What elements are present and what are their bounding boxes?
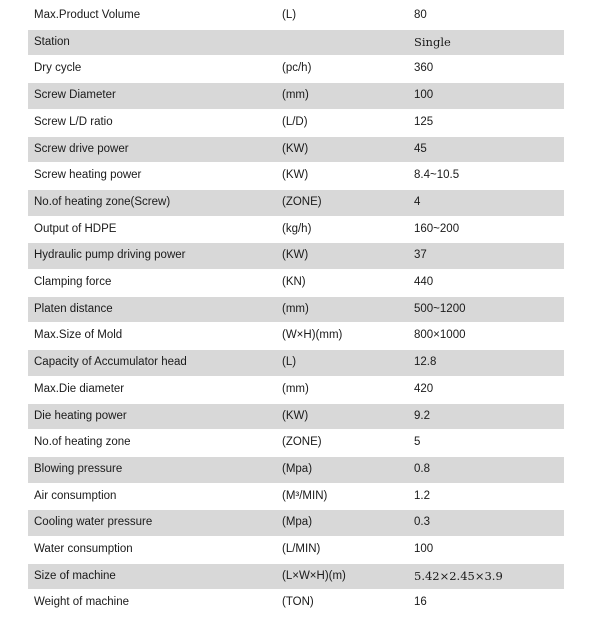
spec-value-cell: 45 <box>408 136 564 163</box>
spec-name-cell: Weight of machine <box>28 590 276 617</box>
spec-unit-cell: (L/D) <box>276 109 408 136</box>
spec-value-cell: 100 <box>408 83 564 110</box>
spec-unit-cell: (mm) <box>276 296 408 323</box>
spec-unit-cell: (mm) <box>276 376 408 403</box>
spec-unit-cell: (ZONE) <box>276 430 408 457</box>
table-row <box>28 83 564 110</box>
spec-name-cell: Output of HDPE <box>28 216 276 243</box>
spec-name-cell: Max.Die diameter <box>28 376 276 403</box>
spec-value-cell: Single <box>408 29 564 56</box>
spec-value-cell: 1.2 <box>408 483 564 510</box>
table-row <box>28 29 564 56</box>
spec-value-cell: 125 <box>408 109 564 136</box>
spec-name-cell: Water consumption <box>28 537 276 564</box>
spec-unit-cell: (L) <box>276 350 408 377</box>
spec-value-cell: 800×1000 <box>408 323 564 350</box>
table-row <box>28 56 564 83</box>
spec-value-cell: 360 <box>408 56 564 83</box>
table-row <box>28 376 564 403</box>
spec-name-cell: Station <box>28 29 276 56</box>
spec-unit-cell: (L) <box>276 3 408 29</box>
spec-unit-cell: (TON) <box>276 590 408 617</box>
spec-table <box>28 3 564 617</box>
table-row <box>28 510 564 537</box>
spec-value-cell: 420 <box>408 376 564 403</box>
spec-name-cell: Size of machine <box>28 563 276 590</box>
spec-unit-cell: (M³/MIN) <box>276 483 408 510</box>
spec-value-cell: 5 <box>408 430 564 457</box>
table-row <box>28 243 564 270</box>
spec-value-cell: 440 <box>408 270 564 297</box>
spec-value-cell: 80 <box>408 3 564 29</box>
spec-unit-cell: (KW) <box>276 163 408 190</box>
spec-name-cell: Clamping force <box>28 270 276 297</box>
spec-unit-cell: (W×H)(mm) <box>276 323 408 350</box>
spec-value-cell: 160~200 <box>408 216 564 243</box>
spec-name-cell: Screw Diameter <box>28 83 276 110</box>
spec-value-cell: 5.42×2.45×3.9 <box>408 563 564 590</box>
spec-value-cell: 100 <box>408 537 564 564</box>
spec-table-body <box>28 3 564 617</box>
spec-name-cell: Platen distance <box>28 296 276 323</box>
table-row <box>28 163 564 190</box>
spec-unit-cell: (KW) <box>276 243 408 270</box>
spec-name-cell: Capacity of Accumulator head <box>28 350 276 377</box>
spec-value-cell: 0.3 <box>408 510 564 537</box>
spec-name-cell: Cooling water pressure <box>28 510 276 537</box>
spec-unit-cell: (L×W×H)(m) <box>276 563 408 590</box>
spec-value-cell: 500~1200 <box>408 296 564 323</box>
table-row <box>28 590 564 617</box>
spec-value-cell: 37 <box>408 243 564 270</box>
spec-value-cell: 16 <box>408 590 564 617</box>
table-row <box>28 403 564 430</box>
table-row <box>28 270 564 297</box>
spec-name-cell: Screw heating power <box>28 163 276 190</box>
table-row <box>28 323 564 350</box>
table-row <box>28 296 564 323</box>
table-row <box>28 350 564 377</box>
table-row <box>28 216 564 243</box>
spec-name-cell: Max.Product Volume <box>28 3 276 29</box>
spec-name-cell: Die heating power <box>28 403 276 430</box>
spec-value-cell: 12.8 <box>408 350 564 377</box>
table-row <box>28 430 564 457</box>
spec-name-cell: Hydraulic pump driving power <box>28 243 276 270</box>
spec-value-cell: 9.2 <box>408 403 564 430</box>
spec-unit-cell: (pc/h) <box>276 56 408 83</box>
spec-unit-cell: (Mpa) <box>276 456 408 483</box>
table-row <box>28 537 564 564</box>
spec-value-cell: 8.4~10.5 <box>408 163 564 190</box>
spec-name-cell: Air consumption <box>28 483 276 510</box>
spec-unit-cell: (kg/h) <box>276 216 408 243</box>
spec-value-cell: 0.8 <box>408 456 564 483</box>
spec-unit-cell: (KW) <box>276 403 408 430</box>
spec-name-cell: Screw drive power <box>28 136 276 163</box>
spec-unit-cell: (KW) <box>276 136 408 163</box>
spec-name-cell: Blowing pressure <box>28 456 276 483</box>
table-row <box>28 3 564 29</box>
spec-name-cell: Screw L/D ratio <box>28 109 276 136</box>
table-row <box>28 109 564 136</box>
spec-name-cell: No.of heating zone(Screw) <box>28 189 276 216</box>
table-row <box>28 483 564 510</box>
spec-name-cell: Max.Size of Mold <box>28 323 276 350</box>
table-row <box>28 189 564 216</box>
spec-name-cell: Dry cycle <box>28 56 276 83</box>
spec-name-cell: No.of heating zone <box>28 430 276 457</box>
spec-unit-cell: (mm) <box>276 83 408 110</box>
spec-unit-cell <box>276 29 408 56</box>
table-row <box>28 563 564 590</box>
table-row <box>28 136 564 163</box>
table-row <box>28 456 564 483</box>
spec-unit-cell: (Mpa) <box>276 510 408 537</box>
spec-unit-cell: (KN) <box>276 270 408 297</box>
spec-unit-cell: (ZONE) <box>276 189 408 216</box>
spec-unit-cell: (L/MIN) <box>276 537 408 564</box>
spec-value-cell: 4 <box>408 189 564 216</box>
